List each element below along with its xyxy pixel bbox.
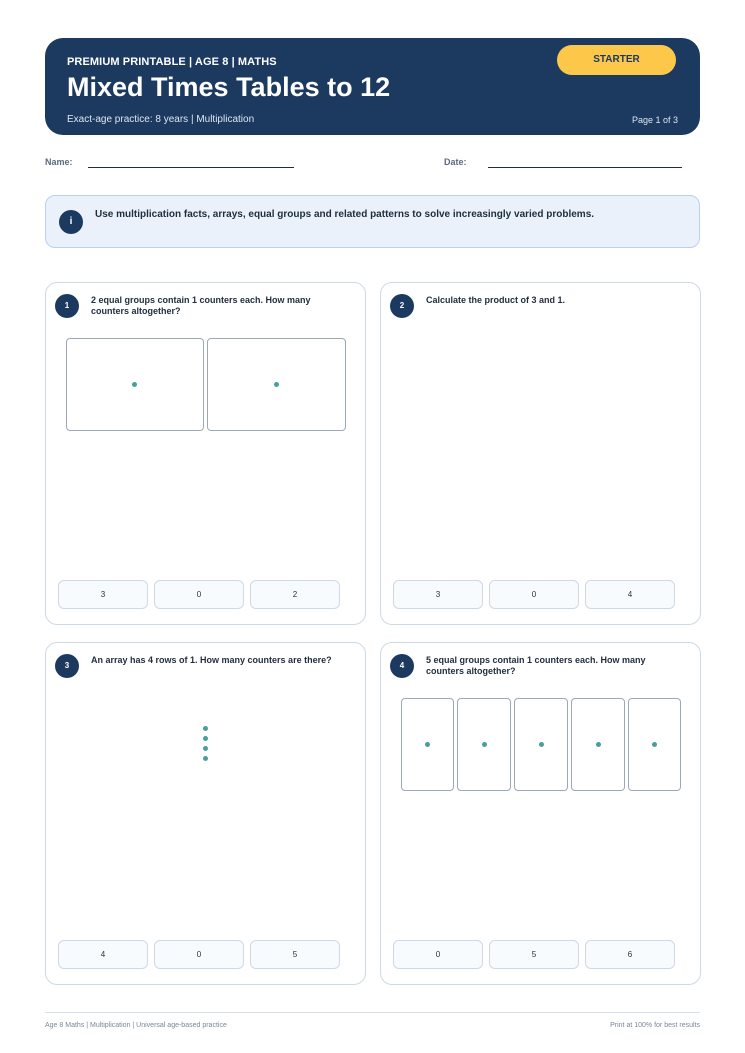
- worksheet-header: [45, 38, 700, 135]
- page-title: Mixed Times Tables to 12: [67, 72, 391, 102]
- answer-option[interactable]: 4: [585, 580, 675, 609]
- question-card-3: [45, 642, 366, 985]
- array-counter: [203, 756, 208, 761]
- info-icon: i: [59, 210, 83, 234]
- question-text: Calculate the product of 3 and 1.: [426, 295, 566, 305]
- name-label: Name:: [45, 157, 73, 167]
- counter-dot: [482, 742, 487, 747]
- footer-divider: [45, 1012, 700, 1013]
- equal-group: [514, 698, 568, 791]
- question-card-1: [45, 282, 366, 625]
- answer-option[interactable]: 0: [393, 940, 483, 969]
- question-number: 3: [55, 654, 79, 678]
- date-line[interactable]: [488, 167, 682, 168]
- array-counter: [203, 746, 208, 751]
- question-text: 5 equal groups contain 1 counters each. How many counters altogether?: [426, 655, 646, 676]
- answer-option[interactable]: 6: [585, 940, 675, 969]
- answer-option[interactable]: 0: [489, 580, 579, 609]
- question-card-4: [380, 642, 701, 985]
- answer-option[interactable]: 4: [58, 940, 148, 969]
- equal-group: [401, 698, 454, 791]
- array-counter: [203, 736, 208, 741]
- answer-option[interactable]: 0: [154, 940, 244, 969]
- header-kicker: PREMIUM PRINTABLE | AGE 8 | MATHS: [67, 56, 277, 68]
- name-line[interactable]: [88, 167, 294, 168]
- instructions-text: Use multiplication facts, arrays, equal groups and related patterns to solve increasingly varied problems.: [95, 209, 595, 220]
- equal-group: [628, 698, 681, 791]
- instructions-box: [45, 195, 700, 248]
- array-counter: [203, 726, 208, 731]
- counter-dot: [539, 742, 544, 747]
- header-subtitle: Exact-age practice: 8 years | Multiplication: [67, 114, 255, 125]
- date-label: Date:: [444, 157, 467, 167]
- answer-option[interactable]: 0: [154, 580, 244, 609]
- question-card-2: [380, 282, 701, 625]
- answer-option[interactable]: 5: [489, 940, 579, 969]
- footer-right: Print at 100% for best results: [610, 1022, 700, 1029]
- counter-dot: [652, 742, 657, 747]
- answer-option[interactable]: 5: [250, 940, 340, 969]
- answer-option[interactable]: 3: [58, 580, 148, 609]
- question-number: 4: [390, 654, 414, 678]
- equal-group: [571, 698, 625, 791]
- counter-dot: [596, 742, 601, 747]
- counter-dot: [132, 382, 137, 387]
- question-text: An array has 4 rows of 1. How many counters are there?: [91, 655, 332, 665]
- question-text: 2 equal groups contain 1 counters each. How many counters altogether?: [91, 295, 311, 316]
- footer-left: Age 8 Maths | Multiplication | Universal age-based practice: [45, 1022, 227, 1029]
- equal-group: [66, 338, 204, 431]
- level-badge: STARTER: [557, 45, 676, 75]
- question-number: 1: [55, 294, 79, 318]
- equal-group: [457, 698, 511, 791]
- answer-option[interactable]: 2: [250, 580, 340, 609]
- question-number: 2: [390, 294, 414, 318]
- equal-group: [207, 338, 346, 431]
- counter-dot: [274, 382, 279, 387]
- page-number: Page 1 of 3: [631, 115, 678, 125]
- answer-option[interactable]: 3: [393, 580, 483, 609]
- counter-dot: [425, 742, 430, 747]
